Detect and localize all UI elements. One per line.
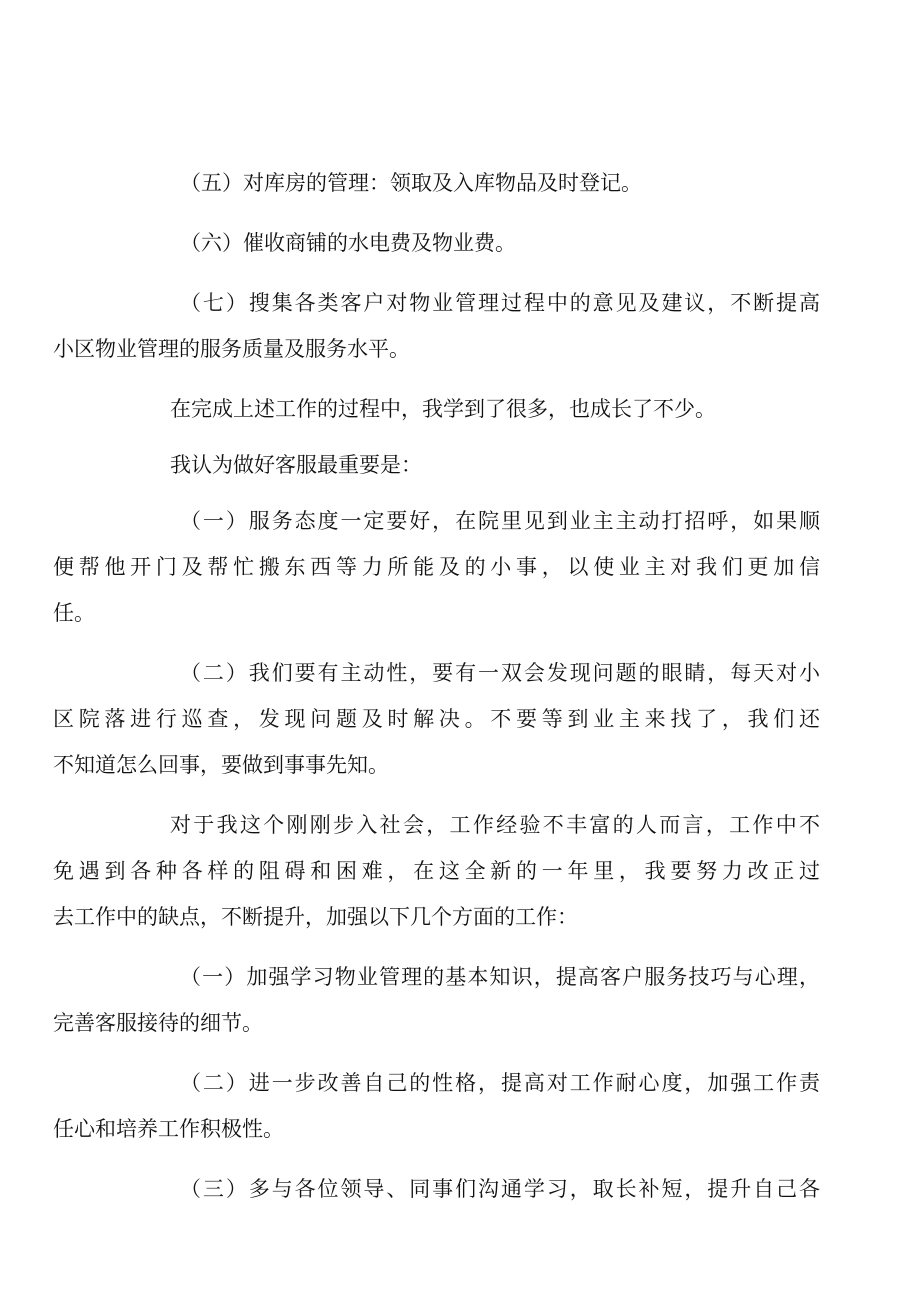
paragraph-line: 任。 <box>53 601 95 625</box>
paragraph-item-7 <box>53 280 820 372</box>
paragraph-initiative <box>53 650 820 788</box>
paragraph-line: 对于我这个刚刚步入社会，工作经验不丰富的人而言，工作中不 <box>170 813 820 837</box>
paragraph-plan-item-2 <box>53 1060 820 1152</box>
paragraph-line: （二）进一步改善自己的性格，提高对工作耐心度，加强工作责 <box>180 1071 820 1095</box>
paragraph-line: 便帮他开门及帮忙搬东西等力所能及的小事，以使业主对我们更加信 <box>53 555 820 579</box>
paragraph-lead <box>170 442 820 488</box>
paragraph-line: （五）对库房的管理：领取及入库物品及时登记。 <box>180 171 642 195</box>
paragraph-line: 区院落进行巡查，发现问题及时解决。不要等到业主来找了，我们还 <box>53 707 820 731</box>
paragraph-item-6 <box>170 220 820 266</box>
paragraph-line: 我认为做好客服最重要是： <box>170 453 422 477</box>
paragraph-plan-item-1 <box>53 954 820 1046</box>
paragraph-improvement-plan <box>53 802 820 940</box>
paragraph-service-attitude <box>53 498 820 636</box>
paragraph-line: 在完成上述工作的过程中，我学到了很多，也成长了不少。 <box>170 397 716 421</box>
paragraph-line: （二）我们要有主动性，要有一双会发现问题的眼睛，每天对小 <box>180 661 820 685</box>
paragraph-line: 免遇到各种各样的阻碍和困难，在这全新的一年里，我要努力改正过 <box>53 859 820 883</box>
paragraph-line: （六）催收商铺的水电费及物业费。 <box>180 231 516 255</box>
paragraph-plan-item-3 <box>170 1166 820 1212</box>
paragraph-line: （一）服务态度一定要好，在院里见到业主主动打招呼，如果顺 <box>180 509 820 533</box>
paragraph-line: 小区物业管理的服务质量及服务水平。 <box>53 337 410 361</box>
paragraph-line: 任心和培养工作积极性。 <box>53 1117 284 1141</box>
paragraph-line: 完善客服接待的细节。 <box>53 1011 263 1035</box>
document-body <box>53 160 820 1226</box>
paragraph-line: （七）搜集各类客户对物业管理过程中的意见及建议，不断提高 <box>180 291 820 315</box>
paragraph-line: （一）加强学习物业管理的基本知识，提高客户服务技巧与心理， <box>180 965 820 989</box>
paragraph-line: 不知道怎么回事，要做到事事先知。 <box>53 753 389 777</box>
paragraph-line: （三）多与各位领导、同事们沟通学习，取长补短，提升自己各 <box>180 1177 820 1201</box>
paragraph-line: 去工作中的缺点，不断提升，加强以下几个方面的工作： <box>53 905 578 929</box>
paragraph-summary <box>170 386 820 432</box>
paragraph-item-5 <box>170 160 820 206</box>
